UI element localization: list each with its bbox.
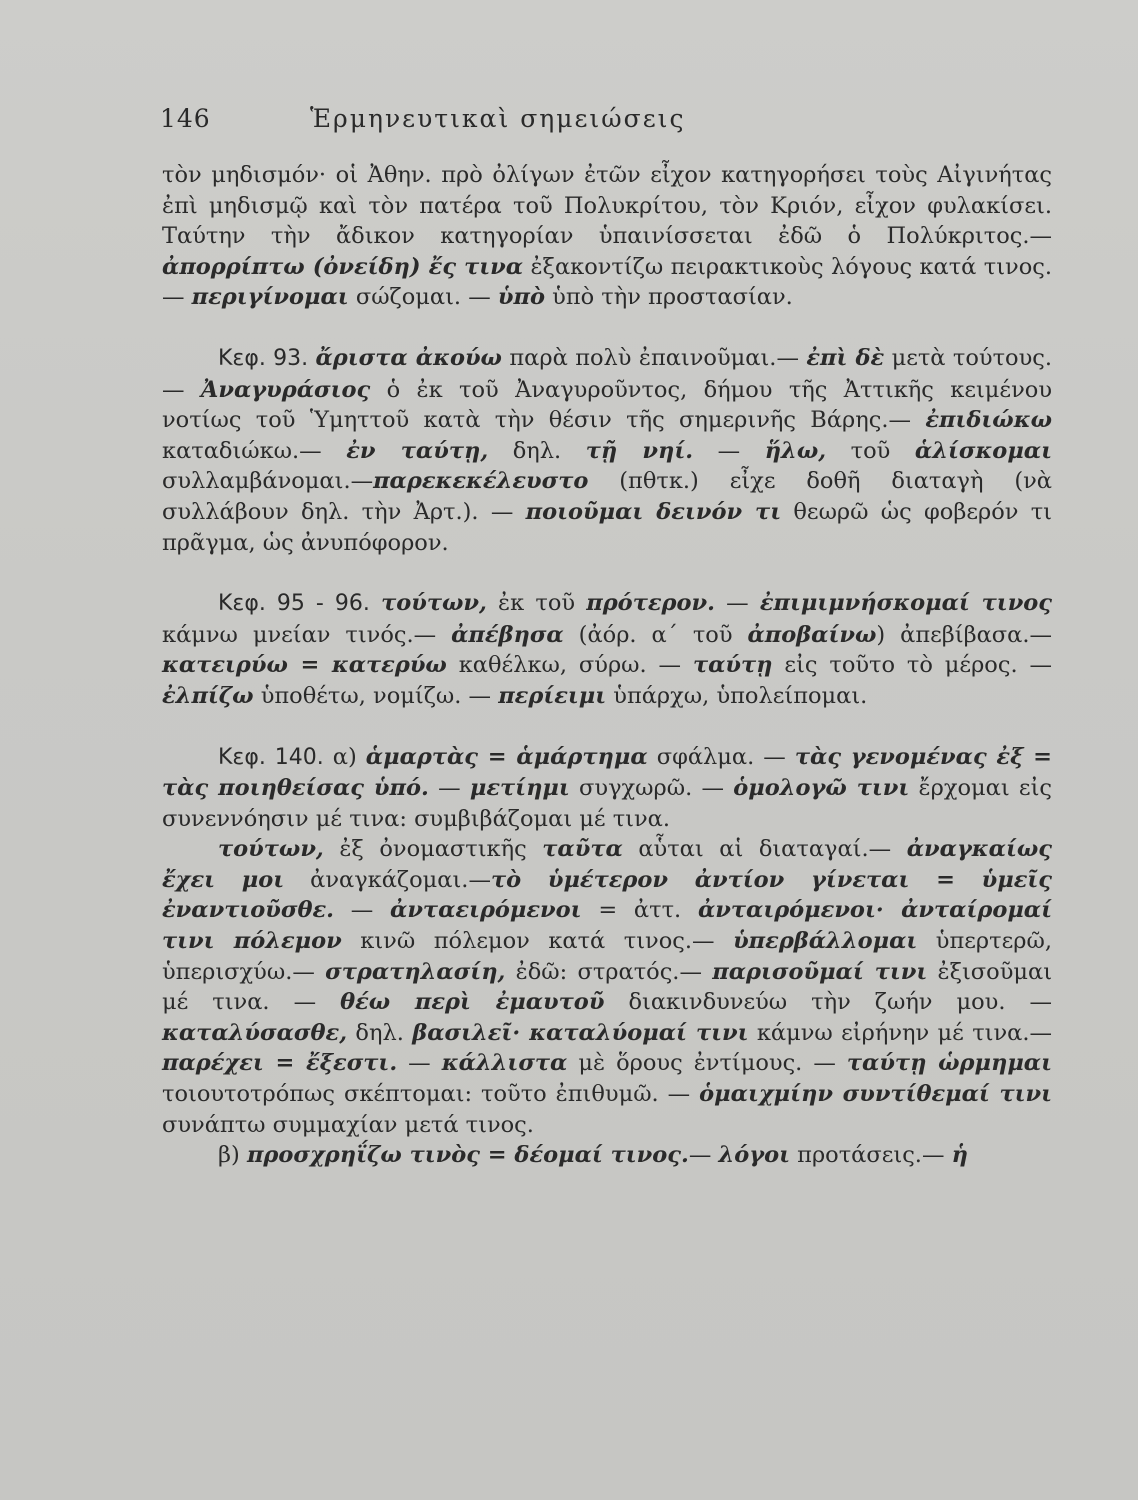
lemma-term: ἀνταιρόμενοι· ἀνταίρομαί τινι πόλεμον: [162, 897, 1053, 955]
gloss-text: κινῶ πόλεμον κατά τινος.—: [341, 928, 734, 955]
lemma-term: καταλύσασθε,: [162, 1019, 348, 1046]
gloss-text: ἔρχομαι εἰς συνεννόησιν μέ τινα: συμβιβάζομαι μέ τινα.: [162, 775, 1053, 832]
gloss-text: διακινδυνεύω τὴν ζωήν μου. —: [604, 989, 1053, 1016]
gloss-text: τοιουτοτρόπως σκέπτομαι: τοῦτο ἐπιθυμῶ. —: [162, 1081, 700, 1108]
lemma-term: ποιοῦμαι δεινόν τι: [525, 498, 782, 525]
lemma-term: ταύτῃ ὡρμημαι: [846, 1050, 1052, 1077]
page-body: [162, 160, 1052, 1171]
lemma-term: τούτων,: [381, 590, 487, 617]
gloss-text: δηλ.: [488, 437, 586, 464]
gloss-text: ὑπάρχω, ὑπολείπομαι.: [606, 682, 868, 709]
lemma-term: ἐλπίζω: [162, 682, 254, 709]
paragraph-chapter-140: [162, 742, 1052, 835]
gloss-text: ἐκ τοῦ: [486, 590, 587, 617]
gloss-text: —: [693, 437, 765, 464]
lemma-term: κατειρύω = κατερύω: [162, 652, 447, 679]
lemma-term: ἡ: [951, 1142, 968, 1169]
lemma-term: λόγοι: [718, 1142, 791, 1169]
gloss-text: συλλαμβάνομαι.—: [162, 468, 374, 495]
gloss-text: ἐξισοῦμαι μέ τινα. —: [162, 958, 1053, 1016]
lemma-term: ἀναγκαίως ἔχει μοι: [162, 836, 1052, 893]
gloss-text: ὑπερτερῶ, ὑπερισχύω.—: [162, 928, 1052, 985]
lemma-term: ὁμολογῶ τινι: [733, 775, 910, 802]
gloss-text: προτάσεις.—: [790, 1142, 952, 1169]
chapter-label: Κεφ. 95 - 96.: [218, 591, 370, 617]
lemma-term: βασιλεῖ· καταλύομαί τινι: [412, 1019, 749, 1046]
paragraph-chapter-92-cont: [162, 160, 1052, 313]
gloss-text: σώζομαι. —: [348, 284, 498, 311]
lemma-term: παρισοῦμαί τινι: [712, 958, 928, 985]
gloss-text: (πθτκ.) εἶχε δοθῆ διαταγὴ (νὰ συλλάβουν δηλ. τὴν Ἀρτ.). —: [162, 468, 1052, 525]
gloss-text: —: [428, 775, 470, 802]
lemma-term: ἀπορρίπτω (ὀνείδη) ἔς τινα: [162, 253, 524, 280]
lemma-term: ἀνταειρόμενοι: [390, 897, 582, 924]
gloss-text: [370, 590, 381, 616]
gloss-text: —: [688, 1142, 719, 1169]
lemma-term: ἁμαρτὰς = ἁμάρτημα: [365, 743, 648, 770]
lemma-term: περίειμι: [498, 682, 607, 709]
lemma-term: ἄριστα ἀκούω: [315, 344, 502, 371]
running-title: Ἑρμηνευτικαὶ σημειώσεις: [310, 104, 686, 133]
gloss-text: ἐξακοντίζω πειρακτικοὺς λόγους κατά τινος. —: [162, 253, 1052, 311]
page-number: 146: [160, 104, 211, 133]
lemma-term: ὑπὸ: [497, 284, 545, 311]
lemma-term: ἁλίσκομαι: [914, 437, 1052, 464]
gloss-text: θεωρῶ ὡς φοβερόν τι πρᾶγμα, ὡς ἀνυπόφορον.: [162, 498, 1052, 556]
gloss-text: ἐξ ὀνομαστικῆς: [323, 836, 543, 863]
gloss-text: αὗται αἱ διαταγαί.—: [622, 836, 907, 863]
gloss-text: ) ἀπεβίβασα.—: [876, 621, 1052, 648]
gloss-text: α): [323, 743, 366, 770]
chapter-label: Κεφ. 140.: [218, 744, 324, 770]
gloss-text: ὑπὸ τὴν προστασίαν.: [544, 284, 793, 311]
paragraph-chapter-93: [162, 343, 1052, 558]
gloss-text: —: [397, 1050, 442, 1077]
lemma-term: προσχρηΐζω τινὸς = δέομαί τινος.: [246, 1142, 689, 1169]
lemma-term: ταῦτα: [542, 836, 623, 863]
lemma-term: ἐπιμιμνήσκομαί τινος: [759, 590, 1053, 617]
lemma-term: θέω περὶ ἐμαυτοῦ: [340, 989, 605, 1016]
gloss-text: μετὰ τούτους. —: [162, 344, 1052, 403]
gloss-text: ἀναγκάζομαι.—: [284, 866, 491, 893]
gloss-text: εἰς τοῦτο τὸ μέρος. —: [772, 652, 1052, 679]
gloss-text: ὁ ἐκ τοῦ Ἀναγυροῦντος, δήμου τῆς Ἀττικῆς κειμένου νοτίως τοῦ Ὑμηττοῦ κατὰ τὴν θέσιν τῆς σημερινῆς Βάρης.—: [162, 376, 1052, 434]
gloss-text: συγχωρῶ. —: [569, 775, 734, 802]
gloss-text: (ἀόρ. α΄ τοῦ: [563, 621, 748, 648]
lemma-term: ἀπέβησα: [451, 621, 564, 648]
lemma-term: ἐπιδιώκω: [925, 407, 1052, 434]
lemma-term: ἐπὶ δὲ: [806, 344, 885, 371]
gloss-text: = ἀττ.: [581, 897, 698, 924]
page-header: [160, 104, 960, 144]
lemma-term: παρέχει = ἔξεστι.: [162, 1050, 398, 1077]
lemma-term: τούτων,: [218, 836, 324, 863]
gloss-text: παρὰ πολὺ ἐπαινοῦμαι.—: [501, 344, 807, 371]
gloss-text: β): [218, 1142, 247, 1169]
paragraph-chapter-140-cont: [162, 834, 1052, 1140]
lemma-term: τὸ ὑμέτερον ἀντίον γίνεται = ὑμεῖς ἐναντιοῦσθε.: [162, 866, 1052, 924]
gloss-text: συνάπτω συμμαχίαν μετά τινος.: [162, 1111, 534, 1138]
lemma-term: περιγίνομαι: [191, 284, 349, 311]
lemma-term: ἀποβαίνω: [747, 621, 877, 648]
lemma-term: μετίημι: [469, 775, 570, 802]
lemma-term: ταύτῃ: [692, 652, 773, 679]
gloss-text: δηλ.: [347, 1019, 413, 1046]
lemma-term: ἐν ταύτῃ,: [346, 437, 489, 464]
gloss-text: μὲ ὅρους ἐντίμους. —: [567, 1050, 847, 1077]
paragraph-chapter-140-b: [162, 1140, 1052, 1171]
lemma-term: ἥλω,: [764, 437, 827, 464]
lemma-term: πρότερον.: [586, 590, 715, 617]
gloss-text: κάμνω εἰρήνην μέ τινα.—: [748, 1019, 1052, 1046]
gloss-text: τοῦ: [826, 437, 915, 464]
lemma-term: ὁμαιχμίην συντίθεμαί τινι: [699, 1081, 1052, 1108]
gloss-text: —: [333, 897, 390, 924]
gloss-text: ἐδῶ: στρατός.—: [505, 958, 713, 985]
lemma-term: ὑπερβάλλομαι: [733, 928, 918, 955]
lemma-term: Ἀναγυράσιος: [200, 376, 371, 403]
gloss-text: τὸν μηδισμόν· οἱ Ἀθην. πρὸ ὀλίγων ἐτῶν εἶχον κατηγορήσει τοὺς Αἰγινήτας ἐπὶ μηδισμῷ καὶ τὸν πατέρα τοῦ Πολυκρίτου, τὸν Κριόν, εἶχον φυλακίσει. Ταύτην τὴν ἄδικον κατηγορίαν ὑπαινίσσεται ἐδῶ ὁ Πολύκριτος.—: [162, 162, 1052, 250]
lemma-term: παρεκεκέλευστο: [373, 468, 589, 495]
gloss-text: καταδιώκω.—: [162, 437, 347, 464]
gloss-text: —: [714, 590, 760, 617]
gloss-text: ὑποθέτω, νομίζω. —: [253, 682, 499, 709]
lemma-term: τῇ νηί.: [585, 437, 694, 464]
lemma-term: κάλλιστα: [441, 1050, 568, 1077]
chapter-label: Κεφ. 93.: [218, 345, 309, 371]
paragraph-chapter-95-96: [162, 588, 1052, 711]
lemma-term: τὰς γενομένας ἐξ = τὰς ποιηθείσας ὑπό.: [162, 743, 1052, 802]
gloss-text: κάμνω μνείαν τινός.—: [162, 621, 452, 648]
lemma-term: στρατηλασίη,: [325, 958, 506, 985]
gloss-text: καθέλκω, σύρω. —: [446, 652, 693, 679]
gloss-text: σφάλμα. —: [647, 743, 795, 770]
